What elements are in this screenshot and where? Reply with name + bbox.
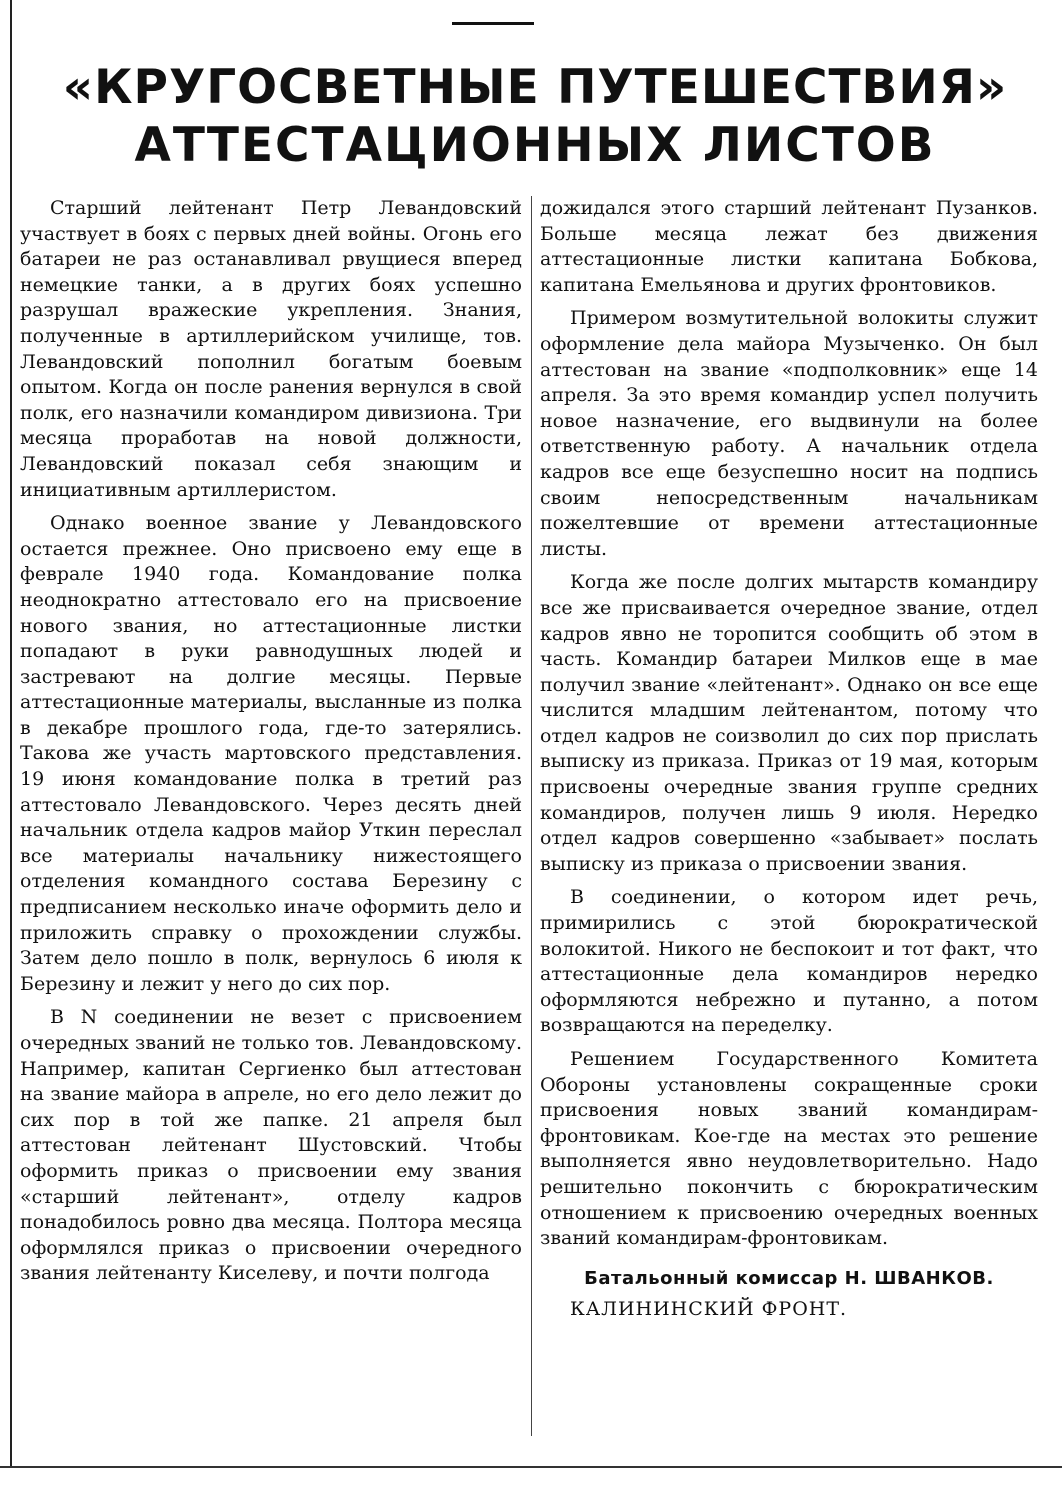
headline-line-1: «КРУГОСВЕТНЫЕ ПУТЕШЕСТВИЯ» xyxy=(62,60,1008,115)
paragraph: Примером возмутительной волокиты служит оформление дела майора Музыченко. Он был аттестован на звание «подполковник» еще 14 апреля. За это время командир успел получить новое назначение, его выдвинули на более ответственную работу. А начальник отдела кадров все еще безуспешно носит на подпись своим непосредственным начальникам пожелтевшие от времени аттестационные листы. xyxy=(540,307,1038,560)
paragraph: В соединении, о котором идет речь, примирились с этой бюрократической волокитой. Никого не беспокоит и тот факт, что аттестационные дела командиров нередко оформляются небрежно и путанно, а потом возвращаются на переделку. xyxy=(540,886,1038,1037)
left-border-rule xyxy=(10,0,12,1468)
dateline: КАЛИНИНСКИЙ ФРОНТ. xyxy=(570,1298,848,1321)
paragraph: Решением Государственного Комитета Обороны установлены сокращенные сроки присвоения новых званий командирам-фронтовикам. Кое-где на местах это решение выполняется явно неудовлетворительно. Надо решительно покончить с бюрократическим отношением к присвоению очередных военных званий командирам-фронтовикам. xyxy=(540,1048,1038,1250)
paragraph: Когда же после долгих мытарств командиру все же присваивается очередное звание, отдел кадров явно не торопится сообщить об этом в часть. Командир батареи Милков еще в мае получил звание «лейтенант». Однако он все еще числится младшим лейтенантом, потому что отдел кадров не соизволил до сих пор прислать выписку из приказа. Приказ от 19 мая, которым присвоены очередные звания группе средних командиров, получен лишь 9 июля. Нередко отдел кадров совершенно «забывает» послать выписку из приказа о присвоении звания. xyxy=(540,571,1038,875)
headline-line-2: АТТЕСТАЦИОННЫХ ЛИСТОВ xyxy=(134,118,936,173)
paragraph: Старший лейтенант Петр Левандовский участвует в боях с первых дней войны. Огонь его батареи не раз останавливал рвущиеся вперед немецкие танки, а в других боях успешно разрушал вражеские укрепления. Знания, полученные в артиллерийском училище, тов. Левандовский пополнил богатым боевым опытом. Когда он после ранения вернулся в свой полк, его назначили командиром дивизиона. Три месяца проработав на новой должности, Левандовский показал себя знающим и инициативным артиллеристом. xyxy=(20,197,522,501)
bottom-border-rule xyxy=(0,1466,1062,1468)
column-divider xyxy=(531,196,532,1436)
paragraph: В N соединении не везет с присвоением очередных званий не только тов. Левандовскому. Например, капитан Сергиенко был аттестован на звание майора в апреле, но его дело лежит до сих пор в той же папке. 21 апреля был аттестован лейтенант Шустовский. Чтобы оформить приказ о присвоении ему звания «старший лейтенант», отделу кадров понадобилось ровно два месяца. Полтора месяца оформлялся приказ о присвоении очередного звания лейтенанту Киселеву, и почти полгода xyxy=(20,1006,522,1285)
article-left-column xyxy=(20,196,522,1287)
article-right-column xyxy=(540,196,1038,1323)
paragraph: дожидался этого старший лейтенант Пузанков. Больше месяца лежат без движения аттестационные листки капитана Бобкова, капитана Емельянова и других фронтовиков. xyxy=(540,197,1038,296)
author-signature: Батальонный комиссар Н. ШВАНКОВ. xyxy=(584,1267,994,1289)
paragraph: Однако военное звание у Левандовского остается прежнее. Оно присвоено ему еще в феврале 1940 года. Командование полка неоднократно аттестовало его на присвоение нового звания, но аттестационные листки попадают в руки равнодушных людей и застревают на долгие месяцы. Первые аттестационные материалы, высланные из полка в декабре прошлого года, где-то затерялись. Такова же участь мартовского представления. 19 июня командование полка в третий раз аттестовало Левандовского. Через десять дней начальник отдела кадров майор Уткин переслал все материалы начальнику нижестоящего отделения командного состава Березину с предписанием несколько иначе оформить дело и приложить справку о прохождении службы. Затем дело пошло в полк, вернулось 6 июля к Березину и лежит у него до сих пор. xyxy=(20,512,522,995)
top-divider-rule xyxy=(452,22,534,25)
